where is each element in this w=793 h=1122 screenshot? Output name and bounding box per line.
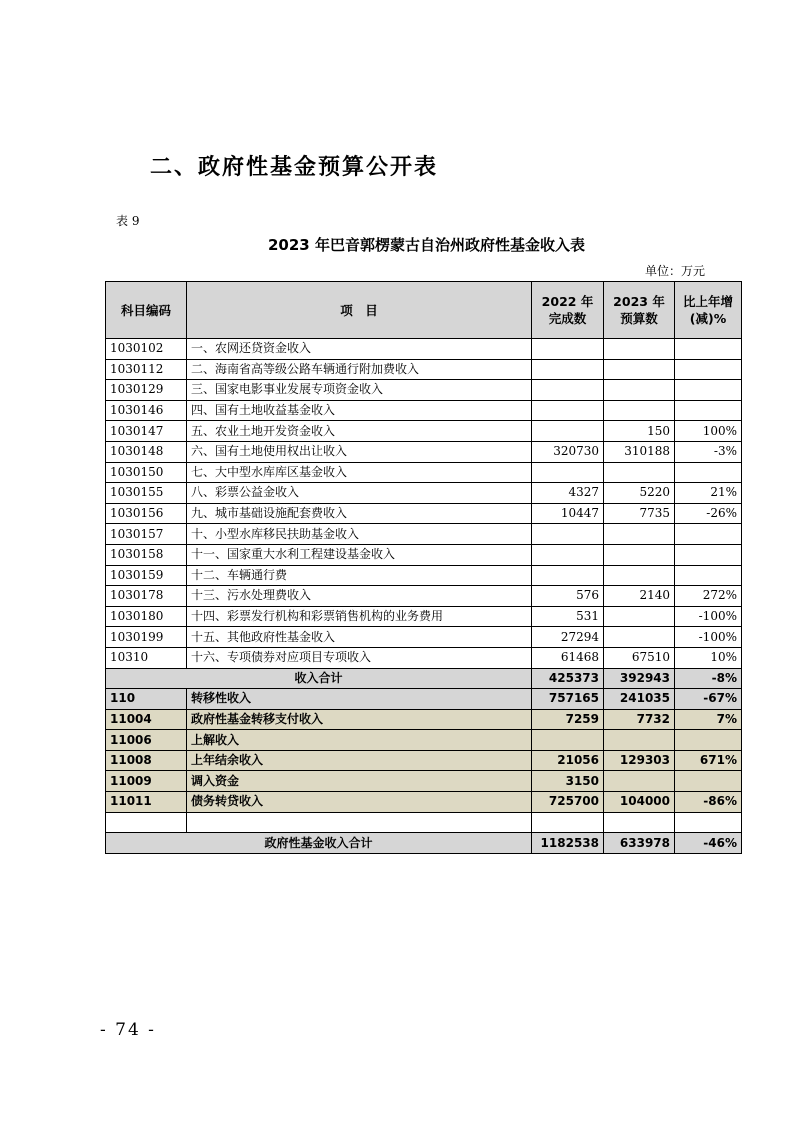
table-row (106, 565, 742, 586)
row-code: 1030180 (106, 606, 187, 627)
grand-total-label: 政府性基金收入合计 (106, 833, 532, 854)
row-code: 1030155 (106, 483, 187, 504)
header-change: 比上年增(减)% (675, 282, 742, 339)
table-row (106, 503, 742, 524)
table-row (106, 709, 742, 730)
subtotal-label: 收入合计 (106, 668, 532, 689)
row-change: -100% (675, 606, 742, 627)
row-change (675, 565, 742, 586)
grand-total-row (106, 833, 742, 854)
table-label: 表 9 (116, 214, 140, 228)
transfer-rows (106, 689, 742, 813)
row-code: 11011 (106, 792, 187, 813)
table-row (106, 586, 742, 607)
row-value-2022 (532, 380, 604, 401)
table-row (106, 627, 742, 648)
grand-total-change: -46% (675, 833, 742, 854)
row-value-2022: 531 (532, 606, 604, 627)
row-value-2022 (532, 544, 604, 565)
row-item: 三、国家电影事业发展专项资金收入 (187, 380, 532, 401)
table-row (106, 421, 742, 442)
row-code: 1030112 (106, 359, 187, 380)
row-code: 1030146 (106, 400, 187, 421)
row-item: 调入资金 (187, 771, 532, 792)
row-change (675, 524, 742, 545)
row-code: 1030199 (106, 627, 187, 648)
row-item: 政府性基金转移支付收入 (187, 709, 532, 730)
row-code: 1030129 (106, 380, 187, 401)
table-row (106, 606, 742, 627)
row-value-2023: 2140 (604, 586, 675, 607)
row-item: 二、海南省高等级公路车辆通行附加费收入 (187, 359, 532, 380)
row-change (675, 339, 742, 360)
header-2022: 2022 年完成数 (532, 282, 604, 339)
table-row (106, 689, 742, 710)
table-row (106, 339, 742, 360)
row-value-2023 (604, 400, 675, 421)
row-change: -26% (675, 503, 742, 524)
row-value-2023: 150 (604, 421, 675, 442)
row-code: 1030159 (106, 565, 187, 586)
row-value-2023 (604, 339, 675, 360)
row-value-2022 (532, 400, 604, 421)
row-code: 1030148 (106, 441, 187, 462)
row-code: 110 (106, 689, 187, 710)
row-value-2023 (604, 544, 675, 565)
row-item: 八、彩票公益金收入 (187, 483, 532, 504)
row-value-2022 (532, 462, 604, 483)
fund-income-table (105, 281, 742, 854)
row-change (675, 771, 742, 792)
table-row (106, 524, 742, 545)
row-item: 六、国有土地使用权出让收入 (187, 441, 532, 462)
row-value-2022 (532, 339, 604, 360)
row-value-2022: 27294 (532, 627, 604, 648)
row-value-2022: 576 (532, 586, 604, 607)
row-change (675, 380, 742, 401)
row-value-2022: 21056 (532, 750, 604, 771)
table-row (106, 647, 742, 668)
row-change: -100% (675, 627, 742, 648)
row-change: -86% (675, 792, 742, 813)
grand-total-2022: 1182538 (532, 833, 604, 854)
row-change (675, 400, 742, 421)
row-code: 11004 (106, 709, 187, 730)
row-change (675, 544, 742, 565)
grand-total-2023: 633978 (604, 833, 675, 854)
table-row (106, 544, 742, 565)
row-change (675, 359, 742, 380)
row-item: 九、城市基础设施配套费收入 (187, 503, 532, 524)
main-rows (106, 339, 742, 669)
row-item: 债务转贷收入 (187, 792, 532, 813)
row-change: 671% (675, 750, 742, 771)
blank-cell (106, 812, 187, 833)
blank-row (106, 812, 742, 833)
row-value-2023 (604, 606, 675, 627)
row-item: 五、农业土地开发资金收入 (187, 421, 532, 442)
header-code: 科目编码 (106, 282, 187, 339)
row-item: 十三、污水处理费收入 (187, 586, 532, 607)
subtotal-2022: 425373 (532, 668, 604, 689)
row-change: 272% (675, 586, 742, 607)
row-code: 1030156 (106, 503, 187, 524)
row-item: 四、国有土地收益基金收入 (187, 400, 532, 421)
row-value-2022: 725700 (532, 792, 604, 813)
table-row (106, 441, 742, 462)
row-value-2022 (532, 524, 604, 545)
row-item: 上解收入 (187, 730, 532, 751)
row-change (675, 462, 742, 483)
row-value-2023: 310188 (604, 441, 675, 462)
row-value-2023: 7735 (604, 503, 675, 524)
row-value-2022 (532, 565, 604, 586)
table-row (106, 771, 742, 792)
blank-cell (604, 812, 675, 833)
row-code: 11009 (106, 771, 187, 792)
row-value-2023 (604, 380, 675, 401)
row-value-2023 (604, 524, 675, 545)
row-change (675, 730, 742, 751)
row-value-2023: 5220 (604, 483, 675, 504)
row-code: 11006 (106, 730, 187, 751)
table-row (106, 750, 742, 771)
row-change: 7% (675, 709, 742, 730)
row-value-2023 (604, 462, 675, 483)
table-row (106, 462, 742, 483)
row-code: 1030157 (106, 524, 187, 545)
row-item: 一、农网还贷资金收入 (187, 339, 532, 360)
section-heading: 二、政府性基金预算公开表 (150, 155, 439, 180)
row-item: 十、小型水库移民扶助基金收入 (187, 524, 532, 545)
row-item: 十二、车辆通行费 (187, 565, 532, 586)
table-row (106, 730, 742, 751)
subtotal-2023: 392943 (604, 668, 675, 689)
row-value-2023 (604, 565, 675, 586)
row-value-2023: 241035 (604, 689, 675, 710)
row-item: 十四、彩票发行机构和彩票销售机构的业务费用 (187, 606, 532, 627)
row-value-2022 (532, 730, 604, 751)
row-value-2023: 7732 (604, 709, 675, 730)
row-item: 十五、其他政府性基金收入 (187, 627, 532, 648)
page-number: - 74 - (100, 1020, 156, 1040)
row-value-2022: 757165 (532, 689, 604, 710)
row-value-2022: 7259 (532, 709, 604, 730)
table-row (106, 792, 742, 813)
table-row (106, 380, 742, 401)
row-change: 100% (675, 421, 742, 442)
table-row (106, 400, 742, 421)
row-value-2022 (532, 421, 604, 442)
row-value-2023 (604, 730, 675, 751)
row-change: 21% (675, 483, 742, 504)
header-2023: 2023 年预算数 (604, 282, 675, 339)
table-header-row (106, 282, 742, 339)
row-value-2023: 104000 (604, 792, 675, 813)
row-code: 1030158 (106, 544, 187, 565)
blank-cell (187, 812, 532, 833)
table-row (106, 359, 742, 380)
blank-cell (675, 812, 742, 833)
row-item: 转移性收入 (187, 689, 532, 710)
row-code: 1030102 (106, 339, 187, 360)
row-code: 10310 (106, 647, 187, 668)
row-item: 上年结余收入 (187, 750, 532, 771)
row-value-2023: 129303 (604, 750, 675, 771)
unit-label: 单位：万元 (644, 264, 705, 278)
row-code: 11008 (106, 750, 187, 771)
row-item: 十六、专项债券对应项目专项收入 (187, 647, 532, 668)
row-code: 1030147 (106, 421, 187, 442)
row-value-2022: 3150 (532, 771, 604, 792)
table-row (106, 483, 742, 504)
row-change: 10% (675, 647, 742, 668)
subtotal-row (106, 668, 742, 689)
row-value-2022: 320730 (532, 441, 604, 462)
blank-cell (532, 812, 604, 833)
row-change: -67% (675, 689, 742, 710)
header-item: 项 目 (187, 282, 532, 339)
row-value-2023 (604, 771, 675, 792)
table-title: 2023 年巴音郭楞蒙古自治州政府性基金收入表 (268, 236, 585, 254)
row-value-2022: 10447 (532, 503, 604, 524)
subtotal-change: -8% (675, 668, 742, 689)
row-value-2022 (532, 359, 604, 380)
row-code: 1030178 (106, 586, 187, 607)
row-item: 七、大中型水库库区基金收入 (187, 462, 532, 483)
row-value-2022: 61468 (532, 647, 604, 668)
row-value-2023: 67510 (604, 647, 675, 668)
row-change: -3% (675, 441, 742, 462)
row-value-2022: 4327 (532, 483, 604, 504)
row-value-2023 (604, 359, 675, 380)
row-item: 十一、国家重大水利工程建设基金收入 (187, 544, 532, 565)
row-value-2023 (604, 627, 675, 648)
row-code: 1030150 (106, 462, 187, 483)
